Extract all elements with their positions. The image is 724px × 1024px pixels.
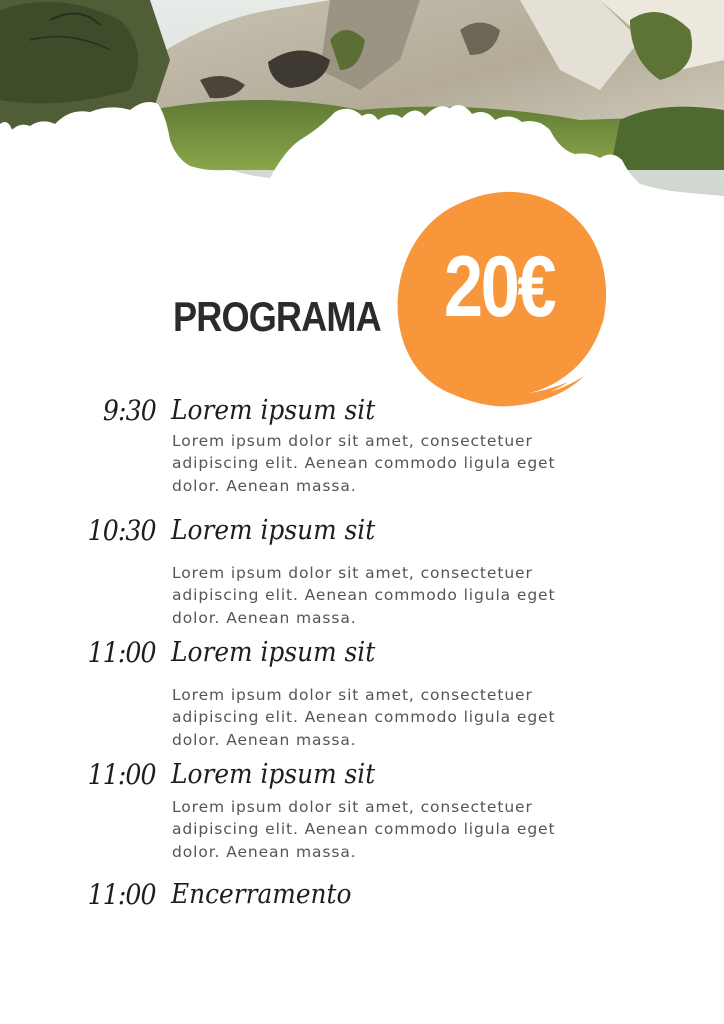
schedule-heading: Lorem ipsum sit [171, 515, 376, 546]
schedule-time: 11:00 [87, 758, 156, 791]
schedule-heading: Lorem ipsum sit [171, 759, 376, 790]
schedule-heading: Lorem ipsum sit [171, 637, 376, 668]
schedule-description: Lorem ipsum dolor sit amet, consectetuer adipiscing elit. Aenean commodo ligula eget dolor. Aenean massa. [172, 686, 556, 749]
schedule-description: Lorem ipsum dolor sit amet, consectetuer adipiscing elit. Aenean commodo ligula eget dolor. Aenean massa. [172, 564, 556, 627]
schedule-time: 11:00 [87, 636, 156, 669]
schedule-time: 11:00 [87, 878, 156, 911]
hero-image [0, 0, 724, 200]
schedule-heading: Lorem ipsum sit [171, 395, 376, 426]
schedule-time: 10:30 [87, 514, 156, 547]
schedule-time: 9:30 [102, 394, 156, 427]
price-label: 20€ [443, 239, 555, 335]
price-badge [392, 186, 618, 408]
schedule-heading: Encerramento [171, 879, 352, 910]
schedule-description: Lorem ipsum dolor sit amet, consectetuer adipiscing elit. Aenean commodo ligula eget dolor. Aenean massa. [172, 798, 556, 861]
schedule-description: Lorem ipsum dolor sit amet, consectetuer adipiscing elit. Aenean commodo ligula eget dolor. Aenean massa. [172, 432, 556, 495]
page-title: PROGRAMA [173, 293, 381, 340]
